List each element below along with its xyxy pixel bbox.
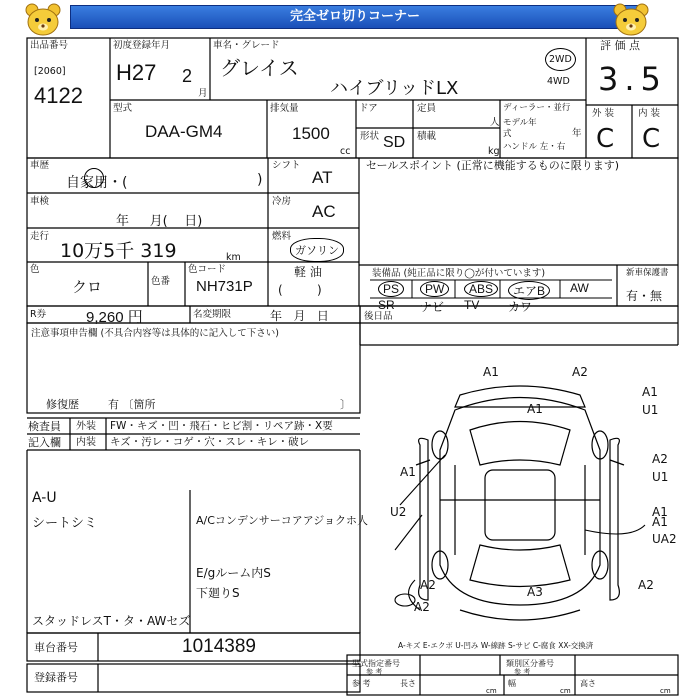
fuel-label: 燃料 [272, 231, 292, 242]
sales-point-label: セールスポイント (正常に機能するものに限ります) [366, 159, 620, 172]
shape: SD [383, 134, 406, 151]
ext-label: 外装 [76, 421, 96, 432]
equip-label: 装備品 (純正品に限り◯が付いています) [372, 268, 546, 279]
height-label: 高さ [580, 679, 596, 688]
int-label: 内装 [76, 437, 96, 448]
load-label: 積載 [417, 131, 437, 142]
door-label: ドア [359, 103, 378, 114]
ac: AC [312, 202, 336, 221]
equipment-item: ABS [464, 281, 498, 297]
record-label: 記入欄 [28, 436, 61, 449]
year: H27 [116, 60, 157, 85]
equipment-item: ナビ [420, 300, 445, 314]
damage-mark: A1 [652, 505, 668, 519]
damage-mark: A1 [400, 465, 416, 479]
fuel-other: ( ) [278, 283, 322, 297]
damage-mark: A2 [638, 578, 654, 592]
inspection-label: 車検 [30, 196, 50, 207]
drive-2wd: 2WD [545, 48, 576, 71]
drive-4wd: 4WD [547, 76, 570, 87]
lot-code: [2060] [34, 66, 66, 77]
ext-items: FW・キズ・凹・飛石・ヒビ割・リペア跡・X要 [110, 420, 333, 432]
check-label: 検査員 [28, 420, 61, 433]
cm-unit-3: cm [660, 687, 671, 695]
grade: ハイブリッドLX [330, 78, 459, 99]
cm-unit-1: cm [486, 687, 497, 695]
name-change-label: 名変期限 [193, 309, 232, 320]
history-close: ) [257, 172, 263, 188]
handle-label: ハンドル 左・右 [503, 142, 566, 152]
interior-grade: C [642, 124, 661, 154]
category-label: 類別区分番号 [506, 659, 554, 668]
name-grade-label: 車名・グレード [213, 40, 280, 51]
dealer-label: ディーラー・並行 [503, 103, 571, 113]
history-label: 車歴 [30, 160, 50, 171]
note-line-4: E/gルーム内S [196, 566, 271, 580]
mileage-label: 走行 [30, 231, 50, 242]
interior-label: 内 装 [638, 108, 661, 119]
model-year-label: モデル年式 [503, 118, 537, 139]
note-line-6: スタッドレスT・タ・AWセズ [32, 614, 191, 628]
lot-number: 4122 [34, 83, 83, 108]
shift-label: シフト [272, 160, 301, 171]
damage-mark: A1 [642, 385, 658, 399]
equipment-item: PW [420, 281, 449, 297]
recycle-label: R券 [30, 309, 47, 320]
rear-seat-label: 後日品 [364, 311, 393, 322]
length-label: 長さ [400, 679, 416, 688]
damage-legend: A-キズ E-エクボ U-凹み W-線跡 S-サビ C-腐食 XX-交換済 [398, 641, 594, 650]
note-line-3: A/Cコンデンサーコアアジョクホ人 [196, 514, 369, 527]
reg-no-label: 登録番号 [34, 671, 78, 684]
score-label: 評 価 点 [600, 39, 640, 52]
km-unit: km [226, 252, 241, 263]
damage-mark: A1 [527, 402, 543, 416]
damage-mark: U1 [652, 470, 669, 484]
equipment-item: AW [570, 281, 589, 295]
car-name: グレイス [220, 56, 299, 80]
note-line-5: 下廻りS [196, 586, 240, 600]
color-no-label: 色番 [151, 276, 171, 287]
year-unit: 年 [572, 128, 582, 139]
inspection-value: 年 月( 日) [116, 214, 203, 229]
displacement: 1500 [292, 124, 330, 143]
mileage: 10万5千 319 [60, 240, 177, 262]
equipment-item: TV [464, 298, 480, 312]
chassis-label: 車台番号 [34, 641, 78, 654]
fuel-diesel: 軽 油 [294, 265, 322, 279]
int-items: キズ・汚レ・コゲ・穴・スレ・キレ・破レ [110, 436, 310, 448]
repair-label: 修復歴 [46, 398, 79, 411]
damage-mark: A1 [652, 515, 668, 529]
model-label: 型式 [113, 103, 133, 114]
notes-label: 注意事項申告欄 (不具合内容等は具体的に記入して下さい) [31, 328, 279, 339]
month-unit: 月 [198, 88, 208, 99]
kg-unit: kg [488, 146, 500, 157]
equipment-item: カワ [508, 300, 533, 314]
note-line-1: A-U [32, 490, 57, 506]
damage-mark: A1 [483, 365, 499, 379]
shape-label: 形状 [360, 131, 380, 142]
type-cert-label: 型式指定番号 [352, 659, 400, 668]
score: 3.5 [598, 60, 667, 98]
damage-mark: A2 [572, 365, 588, 379]
ref-label-2: 参 考 [514, 668, 531, 676]
shift: AT [312, 168, 333, 187]
lot-label: 出品番号 [30, 40, 69, 51]
displacement-label: 排気量 [270, 103, 299, 114]
month: 2 [182, 66, 193, 86]
repair-value: 有 〔箇所 [108, 398, 156, 411]
first-reg-label: 初度登録年月 [113, 40, 171, 51]
car-damage-diagram [360, 355, 678, 640]
damage-mark: A2 [652, 452, 668, 466]
equipment-item: エアB [508, 281, 550, 300]
fuel-gasoline: ガソリン [290, 238, 344, 262]
seats-label: 定員 [417, 103, 437, 114]
color: クロ [72, 278, 103, 296]
equipment-item: SR [378, 298, 395, 312]
recycle-value: 9,260 円 [86, 309, 143, 326]
damage-mark: A2 [414, 600, 430, 614]
cm-unit-2: cm [560, 687, 571, 695]
color-code: NH731P [196, 278, 253, 295]
history-value: 自家用・( [66, 175, 128, 191]
banner-title: 完全ゼロ切りコーナー [70, 5, 640, 29]
note-line-2: シートシミ [32, 516, 98, 531]
person-unit: 人 [490, 117, 500, 128]
ref-label-1: 参 考 [366, 668, 383, 676]
history-circle [84, 168, 104, 188]
color-code-label: 色コード [188, 264, 227, 275]
model: DAA-GM4 [145, 122, 223, 141]
damage-mark: A2 [420, 578, 436, 592]
ac-label: 冷房 [272, 196, 292, 207]
new-car-value: 有・無 [626, 289, 663, 303]
width-label: 幅 [508, 679, 516, 688]
cc-unit: cc [340, 146, 351, 157]
name-change-value: 年 月 日 [270, 309, 329, 323]
chassis-number: 1014389 [182, 636, 256, 657]
exterior-grade: C [596, 124, 615, 154]
exterior-label: 外 装 [592, 108, 615, 119]
damage-mark: A3 [527, 585, 543, 599]
repair-close: 〕 [340, 398, 351, 411]
new-car-label: 新車保護書 [626, 268, 669, 278]
ref-label-3: 参 考 [352, 679, 371, 688]
color-label: 色 [30, 264, 40, 275]
damage-mark: UA2 [652, 532, 677, 546]
damage-mark: U1 [642, 403, 659, 417]
equipment-item: PS [378, 281, 404, 297]
damage-mark: U2 [390, 505, 407, 519]
